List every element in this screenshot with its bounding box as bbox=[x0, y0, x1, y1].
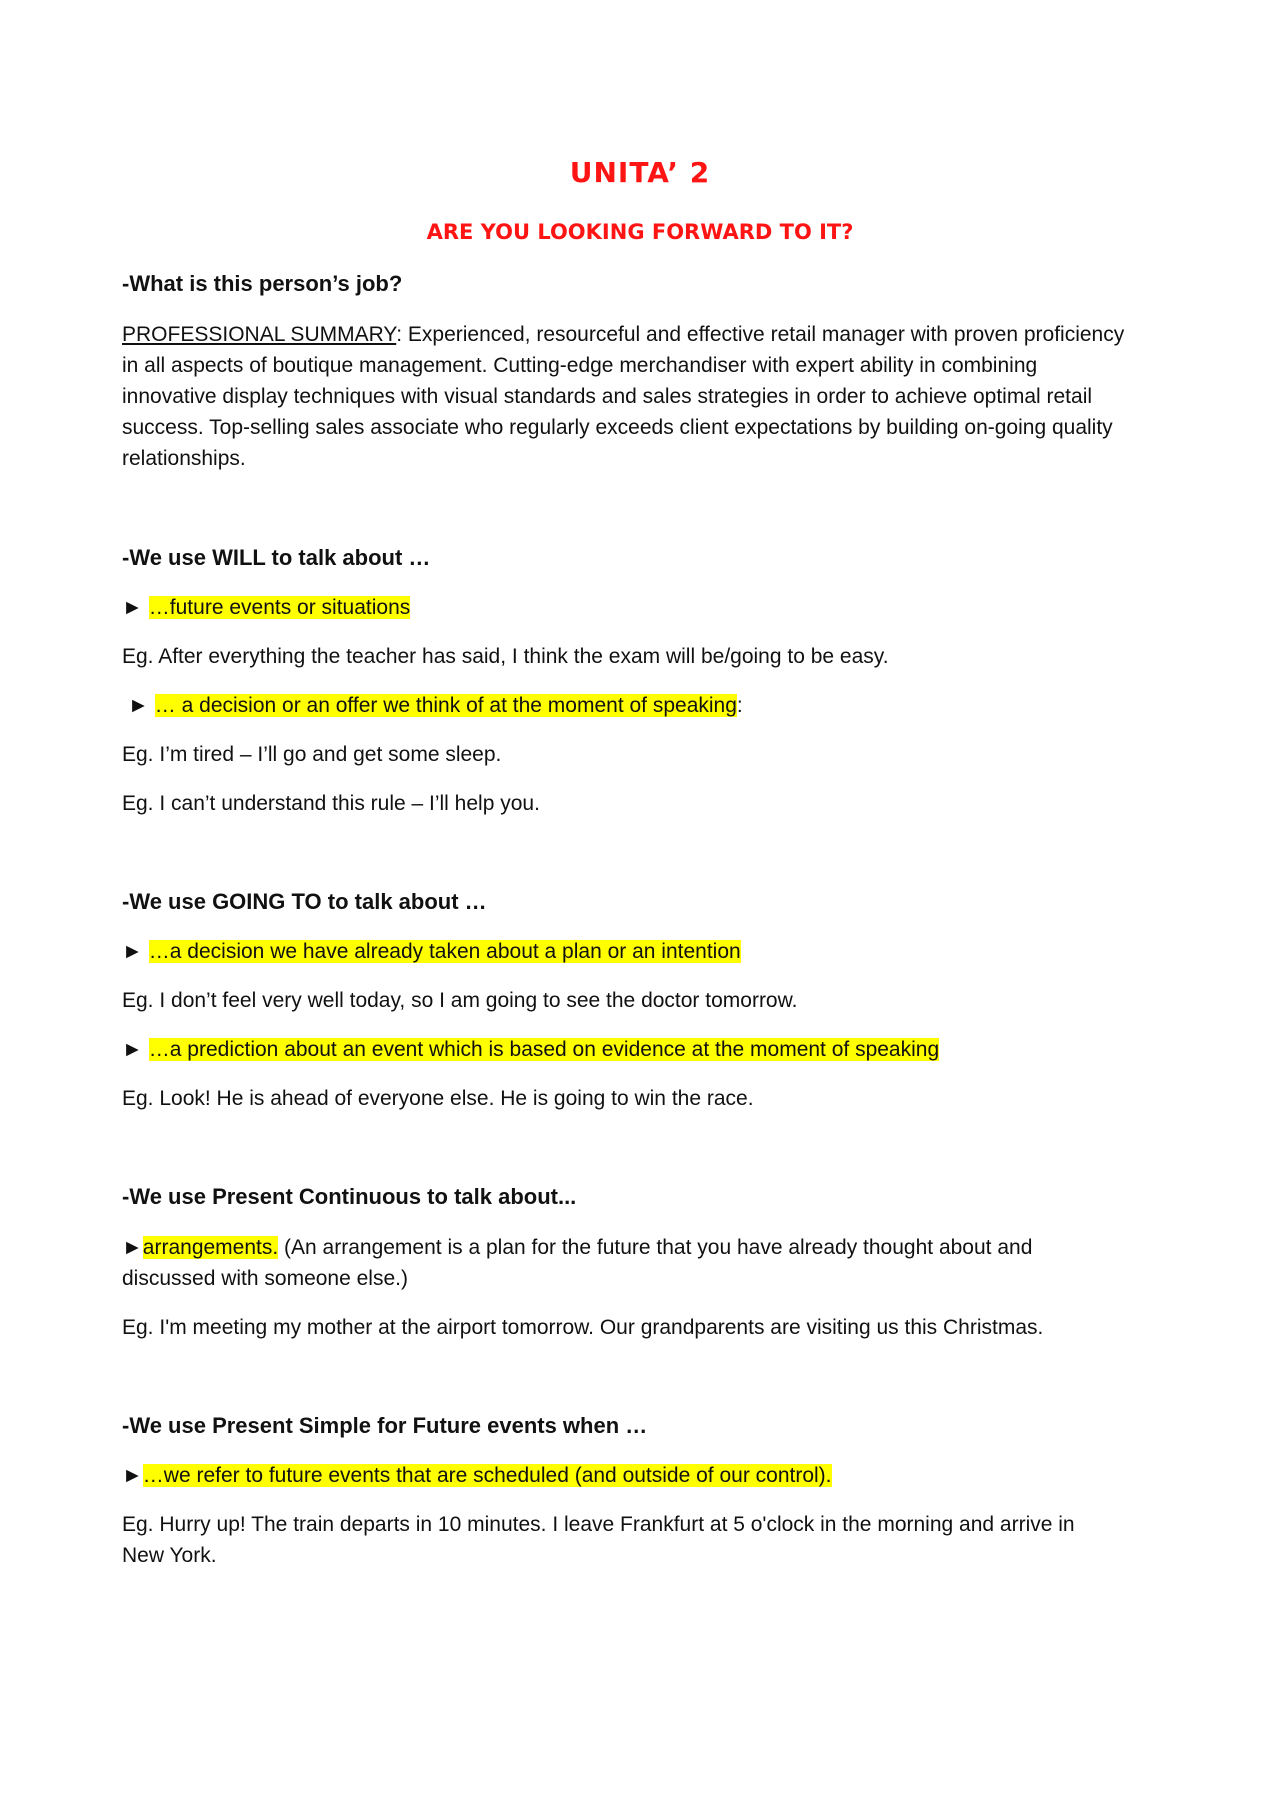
going-to-example-1: Eg. I don’t feel very well today, so I am going to see the doctor tomorrow. bbox=[122, 989, 798, 1012]
summary-line-3: innovative display techniques with visual standards and sales strategies in order to achieve optimal retail bbox=[122, 385, 1093, 408]
bullet-arrow-icon: ► bbox=[122, 940, 143, 963]
page-subtitle: ARE YOU LOOKING FORWARD TO IT? bbox=[426, 220, 854, 244]
present-continuous-heading: -We use Present Continuous to talk about... bbox=[122, 1184, 577, 1209]
page-title: UNITA’ 2 bbox=[569, 156, 711, 189]
question-heading: -What is this person’s job? bbox=[122, 271, 403, 296]
bullet-arrow-icon: ► bbox=[128, 694, 149, 717]
will-heading: -We use WILL to talk about … bbox=[122, 545, 431, 570]
bullet-tail: : bbox=[736, 694, 743, 717]
going-to-example-2: Eg. Look! He is ahead of everyone else. He is going to win the race. bbox=[122, 1087, 754, 1110]
summary-line-1 bbox=[122, 319, 1124, 350]
bullet-arrow-icon: ► bbox=[122, 1236, 143, 1259]
present-continuous-bullet-1-line-2: discussed with someone else.) bbox=[122, 1267, 408, 1290]
going-to-bullet-2 bbox=[122, 1034, 939, 1065]
summary-line-4: success. Top-selling sales associate who regularly exceeds client expectations by building on-going quality bbox=[122, 416, 1113, 439]
present-simple-example-line-1: Eg. Hurry up! The train departs in 10 minutes. I leave Frankfurt at 5 o'clock in the morning and arrive in bbox=[122, 1513, 1075, 1536]
bullet-arrow-icon: ► bbox=[122, 1038, 143, 1061]
highlight-text: …a prediction about an event which is based on evidence at the moment of speaking bbox=[148, 1038, 940, 1061]
present-continuous-bullet-1 bbox=[122, 1232, 1032, 1263]
will-example-2: Eg. I’m tired – I’ll go and get some sleep. bbox=[122, 743, 502, 766]
summary-colon: : bbox=[396, 323, 403, 346]
highlight-text: arrangements. bbox=[142, 1236, 279, 1259]
present-simple-bullet-1 bbox=[122, 1460, 832, 1491]
summary-text-1: Experienced, resourceful and effective retail manager with proven proficiency bbox=[402, 323, 1125, 346]
will-bullet-1 bbox=[122, 592, 410, 623]
bullet-arrow-icon: ► bbox=[122, 1464, 143, 1487]
will-example-1: Eg. After everything the teacher has said, I think the exam will be/going to be easy. bbox=[122, 645, 889, 668]
summary-line-2: in all aspects of boutique management. Cutting-edge merchandiser with expert ability in combining bbox=[122, 354, 1038, 377]
highlight-text: …we refer to future events that are scheduled (and outside of our control). bbox=[142, 1464, 832, 1487]
highlight-text: …future events or situations bbox=[148, 596, 411, 619]
will-bullet-2 bbox=[128, 690, 743, 721]
going-to-bullet-1 bbox=[122, 936, 741, 967]
present-continuous-example-1: Eg. I'm meeting my mother at the airport tomorrow. Our grandparents are visiting us this Christmas. bbox=[122, 1316, 1044, 1339]
present-simple-heading: -We use Present Simple for Future events when … bbox=[122, 1413, 648, 1438]
present-simple-example-line-2: New York. bbox=[122, 1544, 217, 1567]
will-example-3: Eg. I can’t understand this rule – I’ll help you. bbox=[122, 792, 540, 815]
summary-label: PROFESSIONAL SUMMARY bbox=[122, 323, 397, 346]
bullet-arrow-icon: ► bbox=[122, 596, 143, 619]
summary-line-5: relationships. bbox=[122, 447, 246, 470]
bullet-tail: (An arrangement is a plan for the future that you have already thought about and bbox=[278, 1236, 1033, 1259]
highlight-text: … a decision or an offer we think of at the moment of speaking bbox=[154, 694, 737, 717]
highlight-text: …a decision we have already taken about a plan or an intention bbox=[148, 940, 741, 963]
going-to-heading: -We use GOING TO to talk about … bbox=[122, 889, 487, 914]
